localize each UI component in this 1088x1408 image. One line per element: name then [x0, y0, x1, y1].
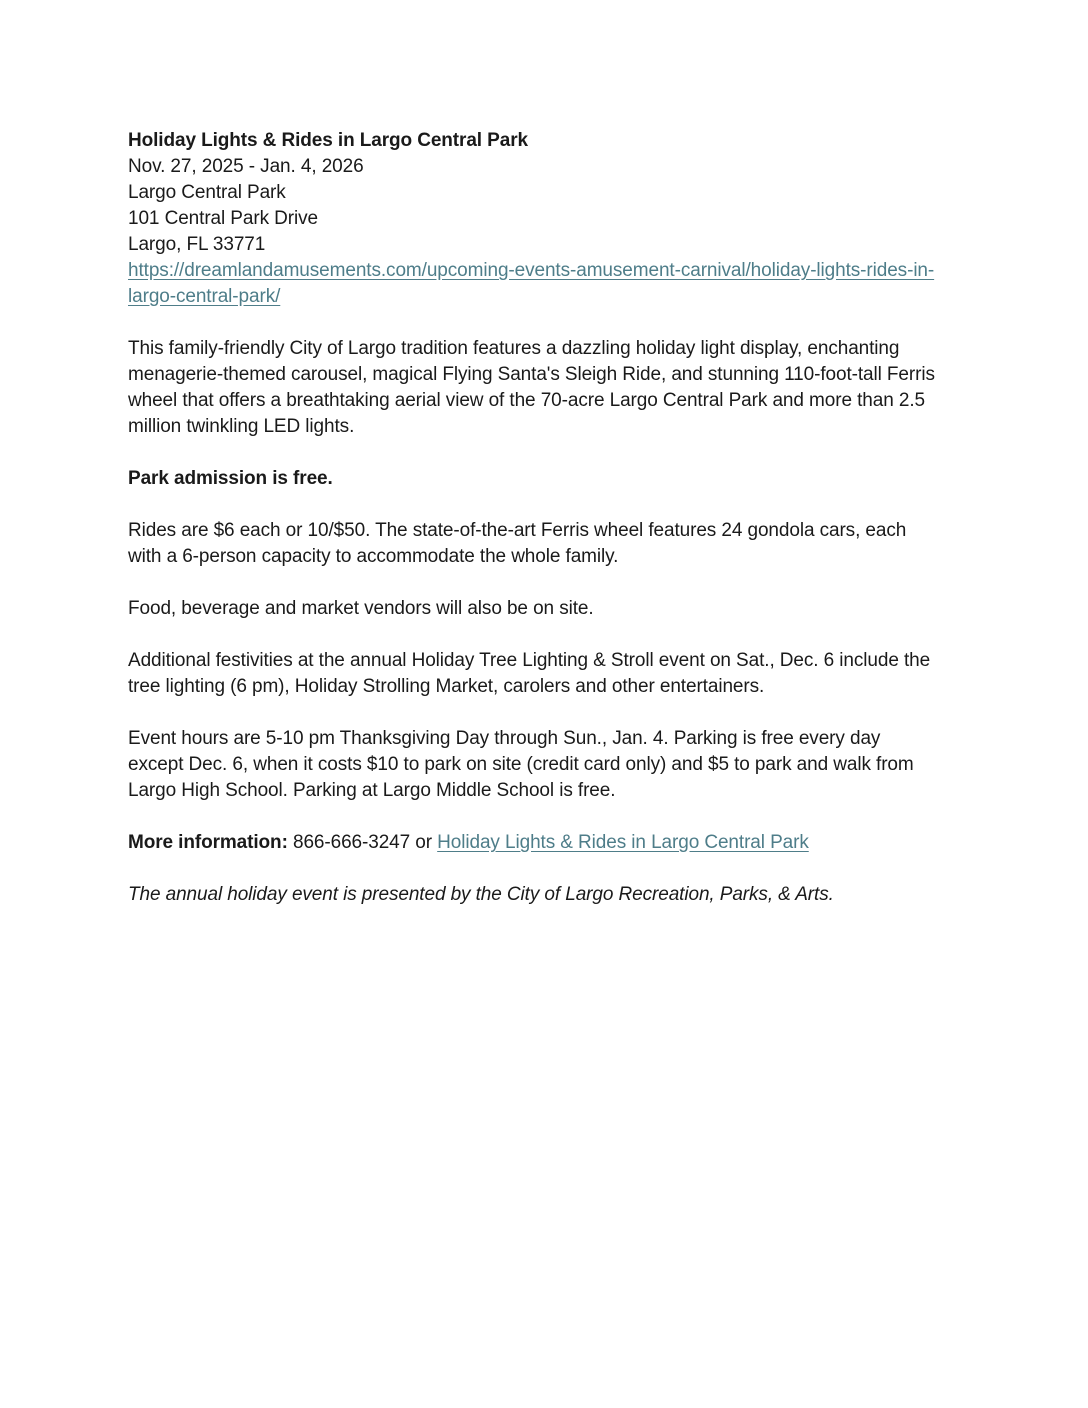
intro-paragraph: This family-friendly City of Largo tradition features a dazzling holiday light display, enchanting menagerie-themed carousel, magical Flying Santa's Sleigh Ride, and stunning 110-foot-tall Ferris wheel that offers a breathtaking aerial view of the 70-acre Largo Central Park and more than 2.5 million twinkling LED lights.	[128, 338, 935, 437]
more-info-phone: 866-666-3247 or	[292, 832, 432, 853]
hours-parking-paragraph: Event hours are 5-10 pm Thanksgiving Day through Sun., Jan. 4. Parking is free every day except Dec. 6, when it costs $10 to park on site (credit card only) and $5 to park and walk from Largo High School. Parking at Largo Middle School is free.	[128, 728, 914, 801]
more-info-link[interactable]: Holiday Lights & Rides in Largo Central Park	[437, 832, 809, 853]
venue-address: 101 Central Park Drive	[128, 208, 318, 229]
more-info-line	[128, 830, 940, 856]
document-content	[128, 128, 940, 934]
presented-by-note: The annual holiday event is presented by the City of Largo Recreation, Parks, & Arts.	[128, 884, 834, 905]
festivities-paragraph: Additional festivities at the annual Holiday Tree Lighting & Stroll event on Sat., Dec. 6 include the tree lighting (6 pm), Holiday Strolling Market, carolers and other entertainers.	[128, 650, 931, 697]
venue-city-state-zip: Largo, FL 33771	[128, 234, 266, 255]
vendors-paragraph: Food, beverage and market vendors will also be on site.	[128, 598, 594, 619]
more-info-label: More information:	[128, 832, 288, 853]
rides-paragraph: Rides are $6 each or 10/$50. The state-of-the-art Ferris wheel features 24 gondola cars, each with a 6-person capacity to accommodate the whole family.	[128, 520, 907, 567]
event-title: Holiday Lights & Rides in Largo Central Park	[128, 130, 528, 151]
event-dates: Nov. 27, 2025 - Jan. 4, 2026	[128, 156, 364, 177]
venue-name: Largo Central Park	[128, 182, 286, 203]
event-header-block	[128, 128, 940, 310]
event-url-link[interactable]: https://dreamlandamusements.com/upcoming-events-amusement-carnival/holiday-lights-rides-in-largo-central-park/	[128, 260, 935, 307]
admission-note: Park admission is free.	[128, 468, 333, 489]
